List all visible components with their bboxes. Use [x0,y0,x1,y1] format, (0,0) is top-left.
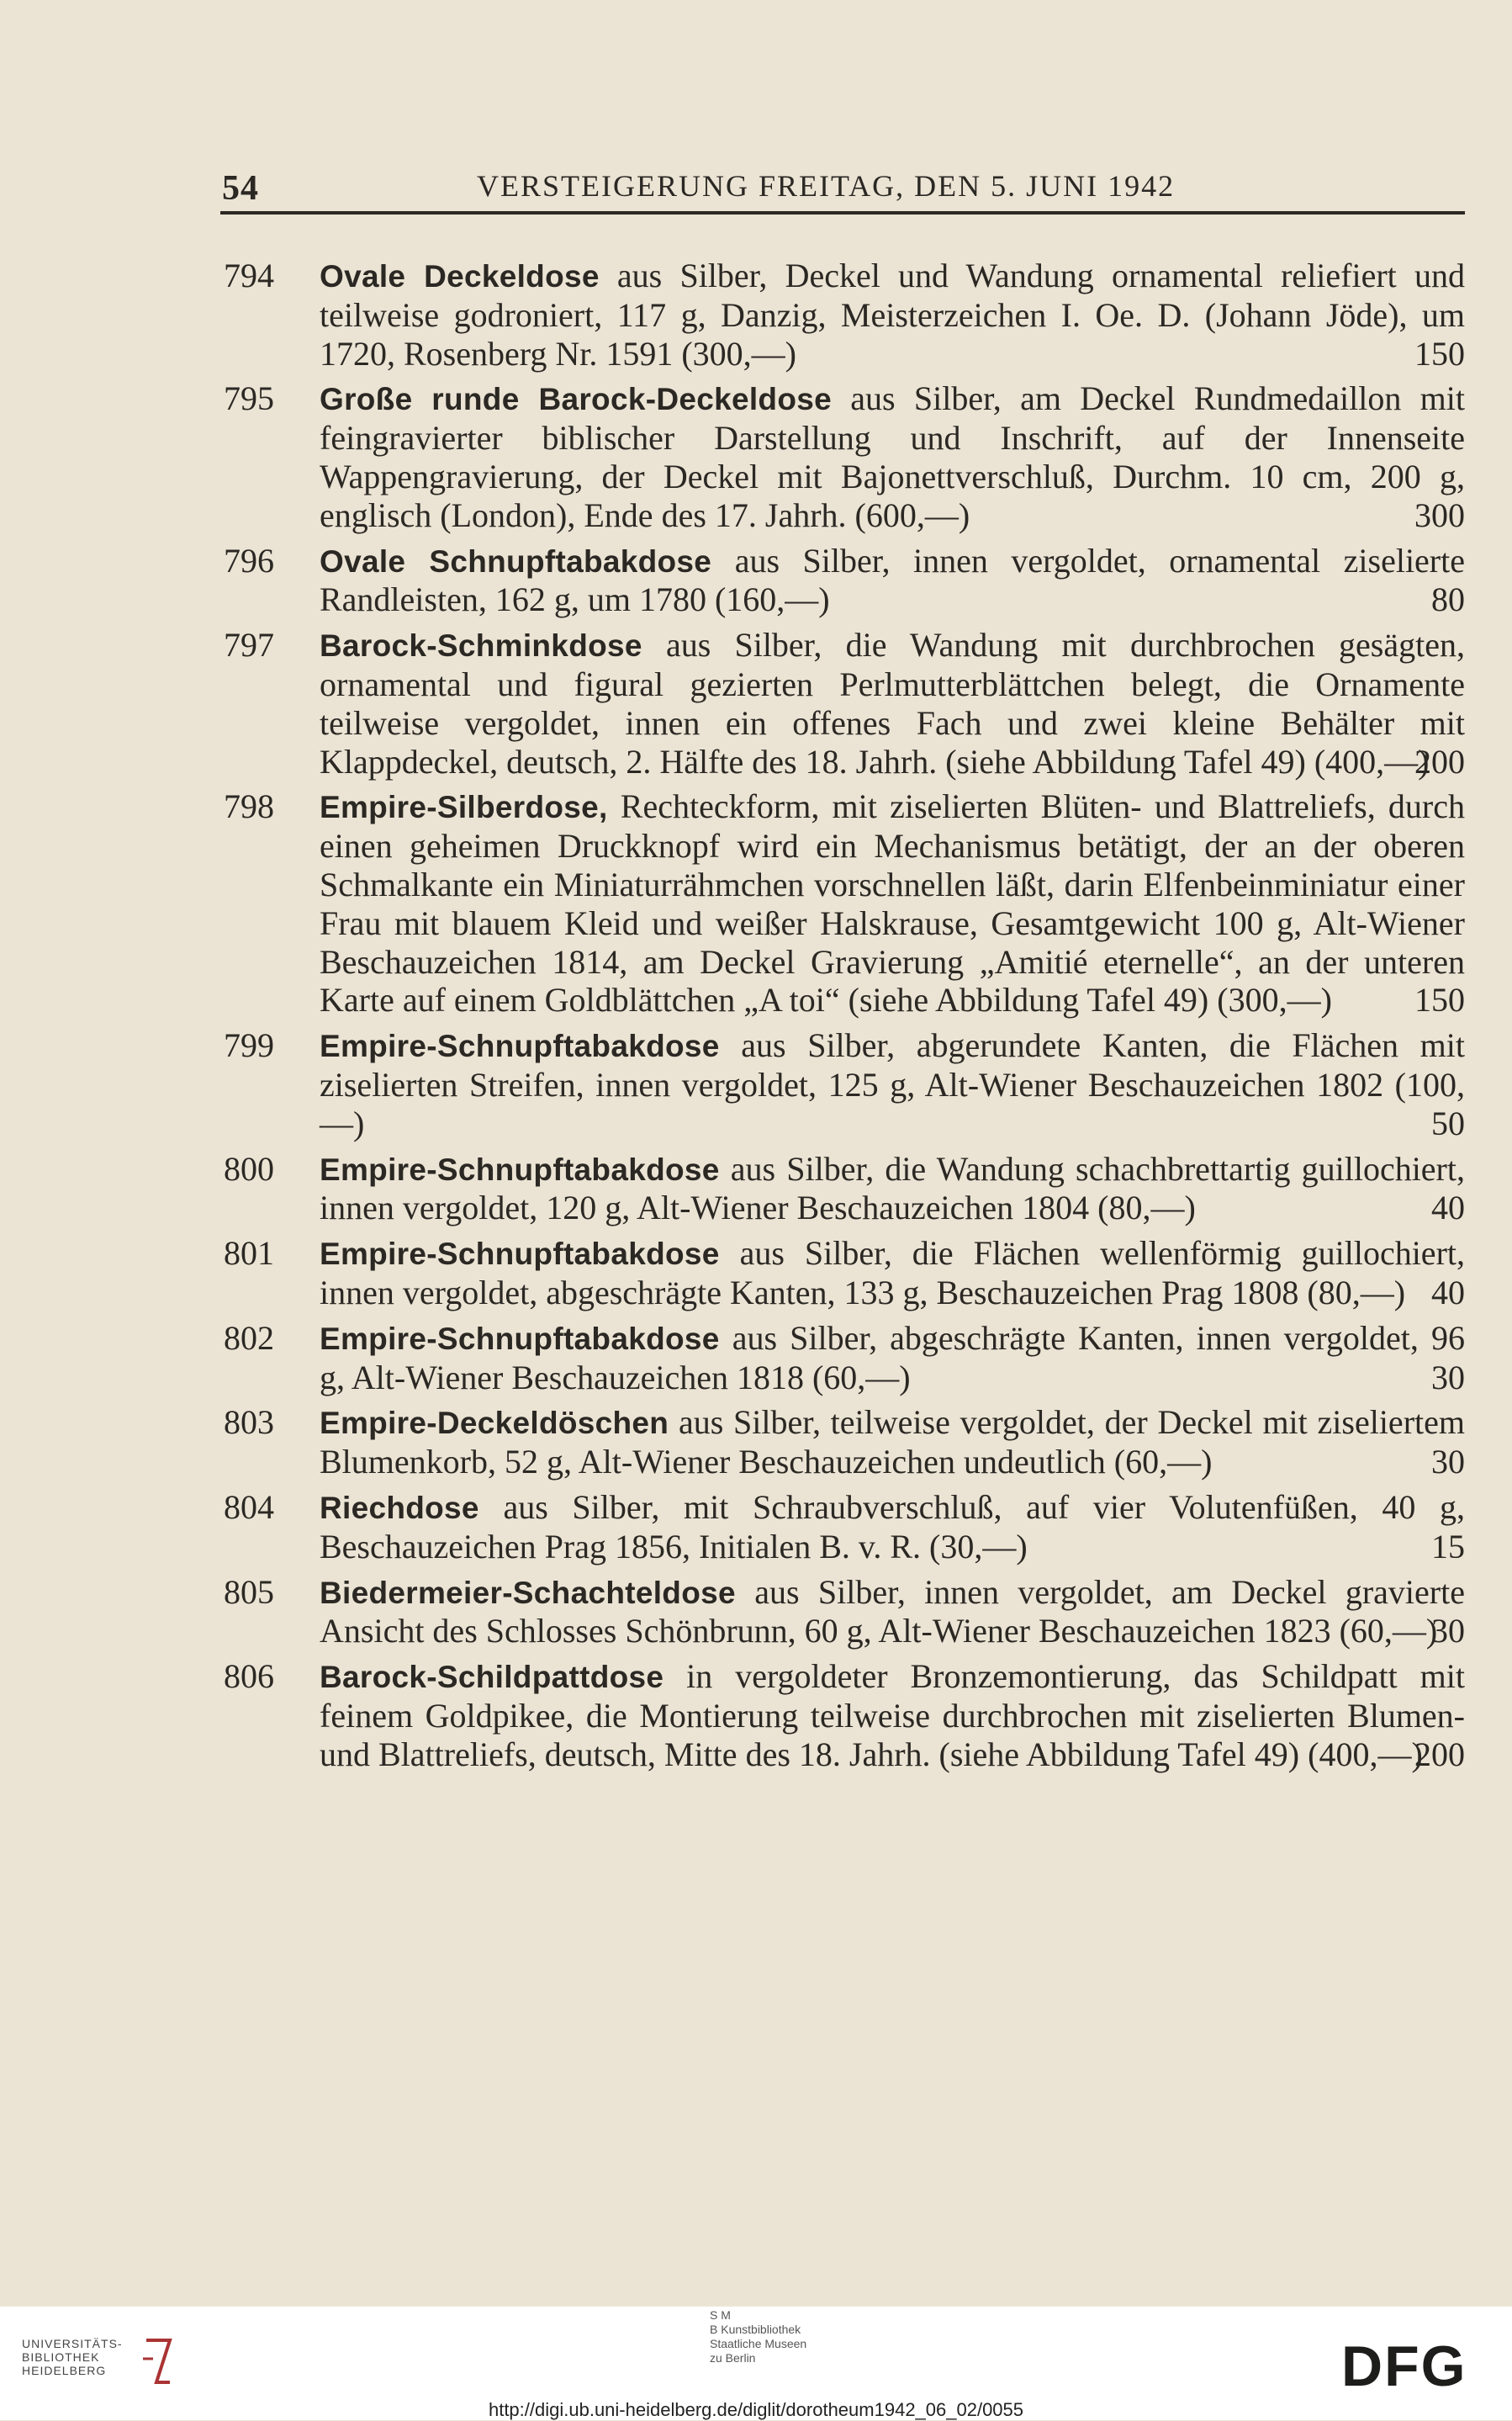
university-library-logo[interactable] [22,2337,123,2377]
entry-title: Empire-Schnupftabakdose [320,1321,720,1356]
entry-description: aus Silber, die Flächen wellenförmig guillochiert, innen vergoldet, abgeschrägte Kanten, 133 g, Beschauzeichen Prag 1808 (80,—) [320,1234,1465,1311]
entry-title: Ovale Schnupftabakdose [320,543,712,579]
entry-title: Barock-Schminkdose [320,628,642,664]
entry-title: Empire-Silberdose, [320,790,608,825]
catalog-entry [220,787,1465,1020]
entry-description: aus Silber, die Wandung schachbrettartig guillochiert, innen vergoldet, 120 g, Alt-Wiener Beschauzeichen 1804 (80,—) [320,1149,1465,1227]
entry-description: aus Silber, abgeschrägte Kanten, innen vergoldet, 96 g, Alt-Wiener Beschauzeichen 1818 (60,—) [320,1318,1465,1396]
entry-description: aus Silber, am Deckel Rundmedaillon mit feingravierter biblischer Darstellung und Inschrift, auf der Innenseite Wappengravierung, der Deckel mit Bajonettverschluß, Durchm. 10 cm, 200 g, englisch (London), Ende des 17. Jahrh. (600,—) [320,379,1465,534]
entry-number: 795 [224,379,274,418]
catalog-entry [220,626,1465,781]
permalink[interactable]: http://digi.ub.uni-heidelberg.de/diglit/dorotheum1942_06_02/0055 [488,2399,1024,2420]
catalog-entries [220,257,1465,1780]
footer-bar [0,2307,1512,2420]
entry-number: 803 [224,1403,274,1442]
university-logo-line: HEIDELBERG [22,2364,107,2377]
page-header [220,165,1465,207]
entry-title: Empire-Schnupftabakdose [320,1029,720,1064]
entry-number: 799 [224,1026,274,1065]
entry-number: 805 [224,1572,274,1611]
catalog-entry [220,257,1465,373]
catalog-entry [220,1234,1465,1312]
center-logo-line: Staatliche Museen [710,2337,807,2350]
entry-description: aus Silber, die Wandung mit durchbrochen gesägten, ornamental und figural gezierten Perlmutterblättchen belegt, die Ornamente teilweise vergoldet, innen ein offenes Fach und zwei kleine Behälter mit Klappdeckel, deutsch, 2. Hälfte des 18. Jahrh. (siehe Abbildung Tafel 49) (400,—) [320,626,1465,781]
entry-title: Große runde Barock-Deckeldose [320,382,832,417]
entry-title: Empire-Deckeldöschen [320,1406,669,1441]
entry-title: Riechdose [320,1490,479,1525]
entry-number: 804 [224,1487,274,1526]
catalog-entry [220,542,1465,620]
header-title: VERSTEIGERUNG FREITAG, DEN 5. JUNI 1942 [477,169,1176,203]
entry-price: 150 [1414,981,1465,1020]
entry-price: 40 [1431,1273,1465,1311]
entry-title: Ovale Deckeldose [320,259,600,294]
catalog-entry [220,1573,1465,1651]
entry-description: Rechteckform, mit ziselierten Blüten- und Blattreliefs, durch einen geheimen Druckknopf wird ein Mechanismus betätigt, der an der oberen Schmalkante ein Miniaturrähmchen vorschnellen läßt, darin Elfenbeinminiatur einer Frau mit blauem Kleid und weißer Halskrause, Gesamtgewicht 100 g, Alt-Wiener Beschauzeichen 1814, am Deckel Gravierung „Amitié eternelle“, an der unteren Karte auf einem Goldblättchen „A toi“ (siehe Abbildung Tafel 49) (300,—) [320,787,1465,1020]
entry-description: aus Silber, innen vergoldet, ornamental ziselierte Randleisten, 162 g, um 1780 (160,—) [320,541,1465,619]
entry-number: 806 [224,1657,274,1696]
entry-price: 30 [1431,1612,1465,1650]
entry-title: Biedermeier-Schachteldose [320,1575,736,1610]
entry-description: aus Silber, abgerundete Kanten, die Flächen mit ziselierten Streifen, innen vergoldet, 125 g, Alt-Wiener Beschauzeichen 1802 (100,—) [320,1026,1465,1142]
entry-description: in vergoldeter Bronzemontierung, das Schildpatt mit feinem Goldpikee, die Montierung teilweise durchbrochen mit ziselierten Blumen- und Blattreliefs, deutsch, Mitte des 18. Jahrh. (siehe Abbildung Tafel 49) (400,—) [320,1657,1465,1773]
center-logo-line: S M [710,2308,731,2322]
entry-price: 150 [1414,334,1465,373]
entry-number: 797 [224,626,274,665]
kunstbibliothek-logo[interactable] [710,2308,806,2365]
catalog-entry [220,1319,1465,1397]
entry-description: aus Silber, mit Schraubverschluß, auf vier Volutenfüßen, 40 g, Beschauzeichen Prag 1856, Initialen B. v. R. (30,—) [320,1487,1465,1565]
entry-price: 50 [1431,1104,1465,1142]
entry-description: aus Silber, teilweise vergoldet, der Deckel mit ziseliertem Blumenkorb, 52 g, Alt-Wiener Beschauzeichen undeutlich (60,—) [320,1403,1465,1481]
entry-number: 800 [224,1149,274,1188]
entry-number: 802 [224,1318,274,1357]
university-logo-line: UNIVERSITÄTS- [22,2337,123,2350]
center-logo-line: B Kunstbibliothek [710,2323,801,2336]
entry-title: Empire-Schnupftabakdose [320,1152,720,1187]
page-number: 54 [222,169,259,208]
entry-number: 798 [224,787,274,826]
catalog-entry [220,1026,1465,1142]
entry-number: 796 [224,541,274,580]
catalog-entry [220,1488,1465,1566]
center-logo-line: zu Berlin [710,2351,756,2365]
entry-price: 200 [1414,742,1465,781]
entry-price: 300 [1414,495,1465,534]
entry-price: 30 [1431,1358,1465,1396]
entry-description: aus Silber, Deckel und Wandung ornamental reliefiert und teilweise godroniert, 117 g, Danzig, Meisterzeichen I. Oe. D. (Johann Jöde), um 1720, Rosenberg Nr. 1591 (300,—) [320,257,1465,373]
entry-price: 40 [1431,1189,1465,1227]
entry-price: 15 [1431,1527,1465,1565]
entry-title: Barock-Schildpattdose [320,1660,664,1695]
catalog-entry [220,1403,1465,1481]
entry-description: aus Silber, innen vergoldet, am Deckel gravierte Ansicht des Schlosses Schönbrunn, 60 g, Alt-Wiener Beschauzeichen 1823 (60,—) [320,1572,1465,1650]
entry-title: Empire-Schnupftabakdose [320,1237,720,1272]
header-rule [220,211,1465,215]
entry-price: 80 [1431,580,1465,619]
catalog-entry [220,379,1465,534]
university-logo-line: BIBLIOTHEK [22,2350,100,2364]
catalog-entry [220,1657,1465,1773]
catalog-entry [220,1150,1465,1228]
entry-price: 200 [1414,1735,1465,1773]
entry-number: 801 [224,1234,274,1273]
entry-price: 30 [1431,1443,1465,1481]
university-mark-icon [140,2334,177,2389]
footer-url [0,2399,1512,2421]
entry-number: 794 [224,257,274,294]
dfg-logo[interactable]: DFG [1341,2334,1467,2398]
